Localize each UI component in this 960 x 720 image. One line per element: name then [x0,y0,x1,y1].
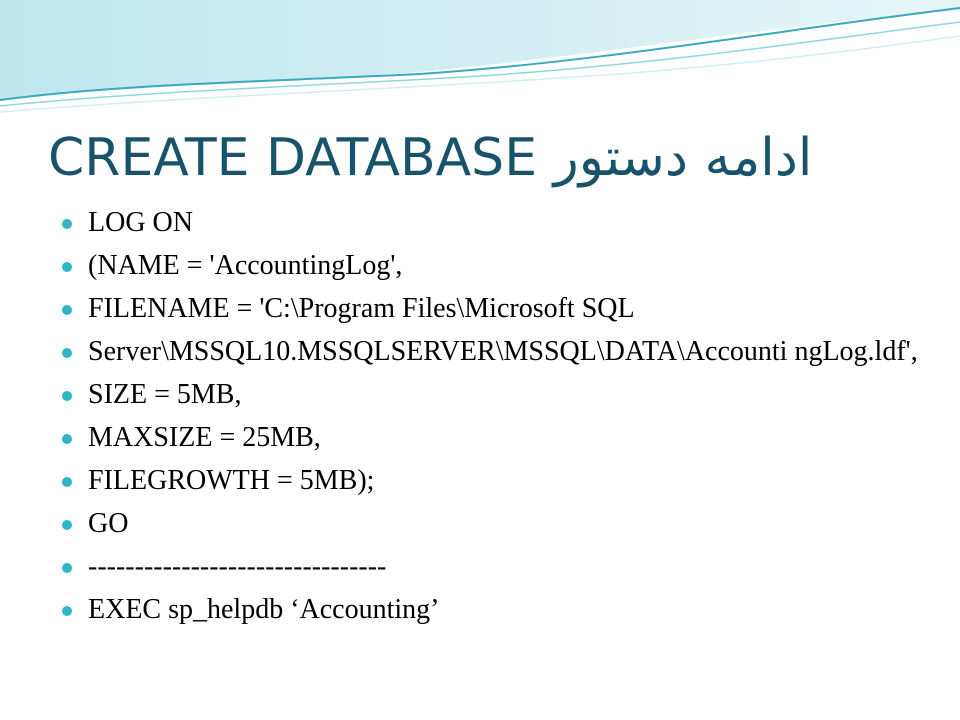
list-item: -------------------------------- [62,552,942,582]
list-item: FILEGROWTH = 5MB); [62,466,942,496]
bullet-dot-icon [62,219,72,229]
list-item: Server\MSSQL10.MSSQLSERVER\MSSQL\DATA\Accounti ngLog.ldf', [62,337,942,367]
bullet-dot-icon [62,348,72,358]
title-persian: ادامه دستور [553,128,813,188]
bullet-dot-icon [62,477,72,487]
list-item: FILENAME = 'C:\Program Files\Microsoft SQL [62,294,942,324]
list-item: SIZE = 5MB, [62,380,942,410]
slide-title [48,118,928,198]
list-item: MAXSIZE = 25MB, [62,423,942,453]
list-item: GO [62,509,942,539]
bullet-dot-icon [62,563,72,573]
header-wave-decoration [0,0,960,120]
bullet-dot-icon [62,391,72,401]
bullet-dot-icon [62,606,72,616]
list-item: (NAME = 'AccountingLog', [62,251,942,281]
bullet-dot-icon [62,434,72,444]
bullet-dot-icon [62,520,72,530]
title-latin: CREATE DATABASE [48,128,538,188]
bullet-list [62,208,942,638]
list-item: EXEC sp_helpdb ‘Accounting’ [62,595,942,625]
bullet-dot-icon [62,305,72,315]
list-item: LOG ON [62,208,942,238]
bullet-dot-icon [62,262,72,272]
